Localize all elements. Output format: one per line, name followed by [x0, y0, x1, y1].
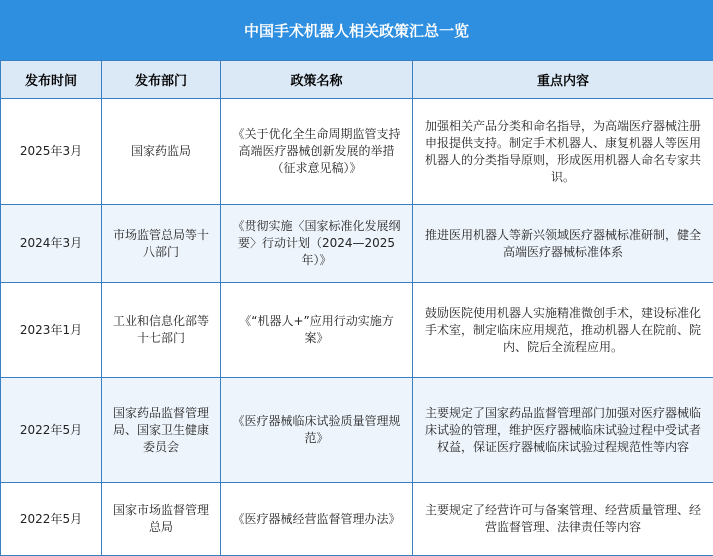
- header-policy: 政策名称: [221, 61, 413, 99]
- cell-content: 推进医用机器人等新兴领域医疗器械标准研制，健全高端医疗器械标准体系: [413, 205, 713, 283]
- table-row: [1, 283, 713, 378]
- cell-policy: 《医疗器械临床试验质量管理规范》: [221, 378, 413, 483]
- header-dept: 发布部门: [102, 61, 221, 99]
- table-row: [1, 378, 713, 483]
- cell-policy: 《关于优化全生命周期监管支持高端医疗器械创新发展的举措（征求意见稿）》: [221, 99, 413, 205]
- cell-policy: 《贯彻实施〈国家标准化发展纲要〉行动计划（2024—2025年）》: [221, 205, 413, 283]
- cell-date: 2024年3月: [1, 205, 102, 283]
- header-content: 重点内容: [413, 61, 713, 99]
- table-title: 中国手术机器人相关政策汇总一览: [0, 0, 713, 61]
- policy-table: [0, 60, 713, 556]
- cell-date: 2023年1月: [1, 283, 102, 378]
- cell-date: 2022年5月: [1, 483, 102, 556]
- cell-dept: 市场监管总局等十八部门: [102, 205, 221, 283]
- cell-dept: 国家药品监督管理局、国家卫生健康委员会: [102, 378, 221, 483]
- cell-dept: 国家药监局: [102, 99, 221, 205]
- cell-date: 2022年5月: [1, 378, 102, 483]
- table-row: [1, 99, 713, 205]
- header-date: 发布时间: [1, 61, 102, 99]
- cell-dept: 国家市场监督管理总局: [102, 483, 221, 556]
- header-row: [1, 61, 713, 99]
- cell-content: 主要规定了国家药品监督管理部门加强对医疗器械临床试验的管理，维护医疗器械临床试验过程中受试者权益，保证医疗器械临床试验过程规范性等内容: [413, 378, 713, 483]
- cell-date: 2025年3月: [1, 99, 102, 205]
- cell-content: 加强相关产品分类和命名指导，为高端医疗器械注册申报提供支持。制定手术机器人、康复机器人等医用机器人的分类指导原则，形成医用机器人命名专家共识。: [413, 99, 713, 205]
- table-row: [1, 205, 713, 283]
- cell-content: 鼓励医院使用机器人实施精准微创手术，建设标准化手术室，制定临床应用规范，推动机器人在院前、院内、院后全流程应用。: [413, 283, 713, 378]
- cell-policy: 《医疗器械经营监督管理办法》: [221, 483, 413, 556]
- cell-policy: 《“机器人+”应用行动实施方案》: [221, 283, 413, 378]
- table-row: [1, 483, 713, 556]
- cell-dept: 工业和信息化部等十七部门: [102, 283, 221, 378]
- cell-content: 主要规定了经营许可与备案管理、经营质量管理、经营监督管理、法律责任等内容: [413, 483, 713, 556]
